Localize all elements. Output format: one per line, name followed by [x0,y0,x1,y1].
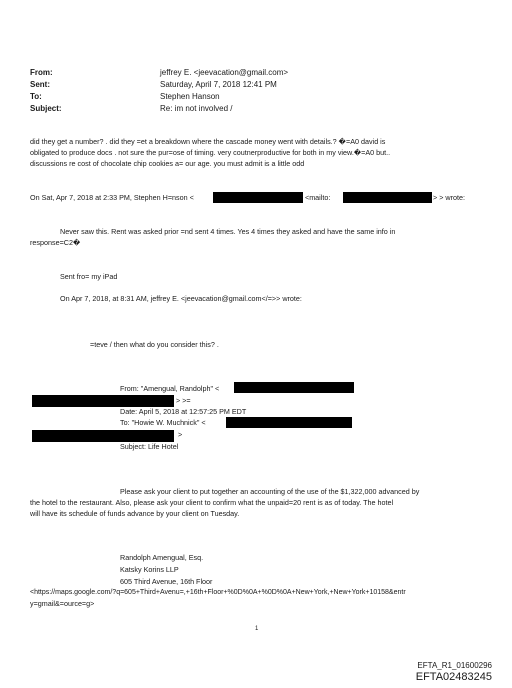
to-value: Stephen Hanson [160,92,220,101]
forward-to: To: "Howie W. Muchnick" < [120,418,206,427]
quote-line: Never saw this. Rent was asked prior =nd sent 4 times. Yes 4 times they asked and have the same info in [60,227,396,236]
page-number: 1 [255,626,259,632]
reply-wrote: > > wrote: [433,193,465,202]
redaction-block [213,192,303,203]
forward-from: From: "Amengual, Randolph" < [120,384,220,393]
body-line: obligated to produce docs . not sure the pur=ose of timing. very coutnerproductive for both in my view.�=A0 but.. [30,148,391,157]
redaction-block [343,192,432,203]
reply-header: On Sat, Apr 7, 2018 at 2:33 PM, Stephen H=nson < [30,193,194,202]
quote-line: response=C2� [30,238,81,247]
letter-line: the hotel to the restaurant. Also, please ask your client to confirm what the unpaid=20 rent is as of today. The hotel [30,498,394,507]
redaction-block [226,417,352,428]
footer-ref: EFTA02483245 [415,671,492,683]
to-label: To: [30,92,42,101]
mailto-text: <mailto: [305,193,331,202]
from-label: From: [30,68,53,77]
letter-line: will have its schedule of funds advance by your client on Tuesday. [30,509,240,518]
subject-value: Re: im not involved / [160,104,233,113]
from-value: jeffrey E. <jeevacation@gmail.com> [160,68,289,77]
signature-name: Randolph Amengual, Esq. [120,553,204,562]
signature-address: 605 Third Avenue, 16th Floor [120,577,213,586]
forward-date: Date: April 5, 2018 at 12:57:25 PM EDT [120,407,247,416]
signature-firm: Katsky Korins LLP [120,565,179,574]
reply-header: On Apr 7, 2018, at 8:31 AM, jeffrey E. <jeevacation@gmail.com</=>> wrote: [60,294,302,303]
body-line: did they get a number? . did they =et a breakdown where the cascade money went with details.? �=A0 david is [30,137,386,146]
footer-ref: EFTA_R1_01600296 [417,661,492,670]
forward-to-tail: > [178,430,183,439]
map-link[interactable]: y=gmail&=ource=g> [30,599,95,608]
body-line: discussions re cost of chocolate chip cookies a= our age. you must admit is a little odd [30,159,305,168]
subject-label: Subject: [30,104,62,113]
redaction-block [234,382,354,393]
forward-subject: Subject: Life Hotel [120,442,179,451]
sent-label: Sent: [30,80,50,89]
forward-from-tail: > >= [176,396,191,405]
sent-value: Saturday, April 7, 2018 12:41 PM [160,80,277,89]
letter-line: Please ask your client to put together an accounting of the use of the $1,322,000 advanced by [120,487,420,496]
quote-line: =teve / then what do you consider this? . [90,340,219,349]
map-link[interactable]: <https://maps.google.com/?q=605+Third+Avenu=,+16th+Floor+%0D%0A+%0D%0A+New+York,+New+York+10158&entr [30,589,406,596]
sent-from-line: Sent fro= my iPad [60,272,118,281]
redaction-block [32,430,174,442]
redaction-block [32,395,174,407]
